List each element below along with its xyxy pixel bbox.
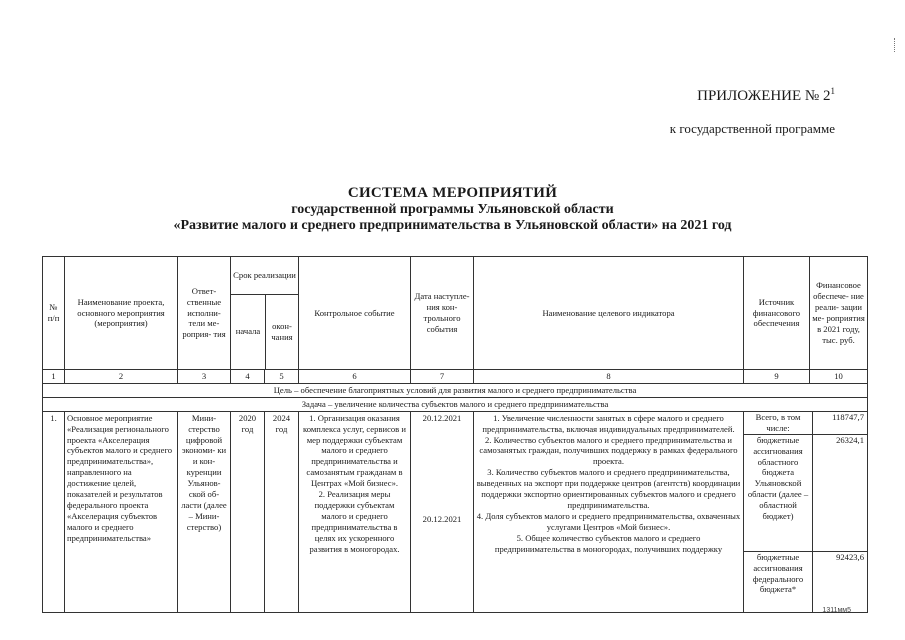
financing-regional	[744, 435, 867, 552]
col-num-8: 8	[474, 370, 744, 384]
col-num-10: 10	[810, 370, 868, 384]
col-num-6: 6	[299, 370, 411, 384]
header-period	[231, 257, 299, 370]
header-source: Источник финансового обеспечения	[744, 257, 810, 370]
row-indicators	[474, 411, 744, 612]
indicator-5: 5. Общее количество субъектов малого и среднего предпринимательства в моногородах, получивших поддержку	[494, 532, 723, 554]
header-end: окон- чания	[271, 320, 293, 342]
indicator-3: 3. Количество субъектов малого и среднего предпринимательства, выведенных на экспорт при поддержке центров (агентств) координации поддержки экспортно ориентированных субъектов малого и среднего предпринимательства.	[476, 467, 741, 510]
column-numbers-row	[43, 370, 868, 384]
title-line-3: «Развитие малого и среднего предпринимательства в Ульяновской области» на 2021 год	[173, 218, 732, 233]
row-dates	[411, 411, 474, 612]
print-stamp: 1311мм5	[822, 607, 851, 614]
measures-table	[42, 256, 868, 613]
header-start: начала	[231, 295, 266, 369]
row-name: Основное мероприятие «Реализация регионального проекта «Акселерация субъектов малого и среднего предпринимательства», направленного на достижение целей, показателей и результатов федерального проекта «Акселерация субъектов малого и среднего предпринимательства»	[65, 411, 178, 612]
header-num: № п/п	[43, 257, 65, 370]
task-text: Задача – увеличение количества субъектов малого и среднего предпринимательства	[43, 397, 868, 411]
row-end: 2024 год	[265, 411, 299, 612]
header-indicator: Наименование целевого индикатора	[474, 257, 744, 370]
financing-amount-total: 118747,7	[832, 411, 864, 422]
page-edge-mark	[894, 38, 897, 52]
document-title	[0, 185, 905, 234]
financing-amount-regional: 26324,1	[836, 434, 864, 445]
title-line-1: СИСТЕМА МЕРОПРИЯТИЙ	[347, 185, 558, 201]
financing-total	[744, 412, 867, 435]
row-resp: Мини- стерство цифровой экономи- ки и кон- куренции Ульянов- ской об- ласти (далее – Мини- стерство)	[178, 411, 231, 612]
task-row	[43, 397, 868, 411]
header-resp: Ответ- ственные исполни- тели ме- роприя- тия	[178, 257, 231, 370]
table-row	[43, 411, 868, 612]
col-num-1: 1	[43, 370, 65, 384]
title-line-2: государственной программы Ульяновской области	[291, 202, 614, 217]
row-financing	[744, 411, 868, 612]
appendix-subtitle: к государственной программе	[669, 121, 835, 136]
goal-row	[43, 383, 868, 397]
header-date: Дата наступле- ния кон- трольного события	[411, 257, 474, 370]
col-num-9: 9	[744, 370, 810, 384]
financing-source-regional: бюджетные ассигнования областного бюджета Ульяновской области (далее – областной бюджет)	[744, 435, 813, 551]
financing-source-total: Всего, в том числе:	[744, 412, 813, 434]
col-num-4: 4	[231, 370, 265, 384]
date-1: 20.12.2021	[422, 412, 462, 423]
col-num-5: 5	[265, 370, 299, 384]
header-name: Наименование проекта, основного мероприятия (мероприятия)	[65, 257, 178, 370]
row-num: 1.	[43, 411, 65, 612]
table-header-row	[43, 257, 868, 370]
financing-federal	[744, 552, 867, 612]
date-2: 20.12.2021	[422, 513, 462, 524]
row-events	[299, 411, 411, 612]
col-num-7: 7	[411, 370, 474, 384]
header-funding: Финансовое обеспече- ние реали- зации ме- роприятия в 2021 году, тыс. руб.	[810, 257, 868, 370]
indicator-2: 2. Количество субъектов малого и среднего предпринимательства и самозанятых граждан, получивших поддержку в рамках федерального проекта.	[479, 434, 738, 467]
indicator-1: 1. Увеличение численности занятых в сфере малого и среднего предпринимательства, включая индивидуальных предпринимателей.	[482, 412, 735, 434]
header-period-label: Срок реализации	[231, 258, 298, 295]
header-event: Контрольное событие	[299, 257, 411, 370]
col-num-3: 3	[178, 370, 231, 384]
event-2: 2. Реализация меры поддержки субъектам малого и среднего предпринимательства в целях их ускоренного развития в моногородах.	[309, 489, 400, 554]
col-num-2: 2	[65, 370, 178, 384]
financing-amount-federal: 92423,6	[836, 551, 864, 562]
row-start: 2020 год	[231, 411, 265, 612]
financing-source-federal: бюджетные ассигнования федерального бюджета*	[744, 552, 813, 612]
event-1: 1. Организация оказания комплекса услуг, сервисов и мер поддержки субъектам малого и среднего предпринимательства и самозанятым гражданам в Центрах «Мой бизнес».	[302, 412, 406, 489]
appendix-label: ПРИЛОЖЕНИЕ № $2^1$	[697, 86, 835, 104]
goal-text: Цель – обеспечение благоприятных условий для развития малого и среднего предпринимательства	[43, 383, 868, 397]
indicator-4: 4. Доля субъектов малого и среднего предпринимательства, охваченных услугами Центров «Мой бизнес».	[476, 510, 741, 532]
